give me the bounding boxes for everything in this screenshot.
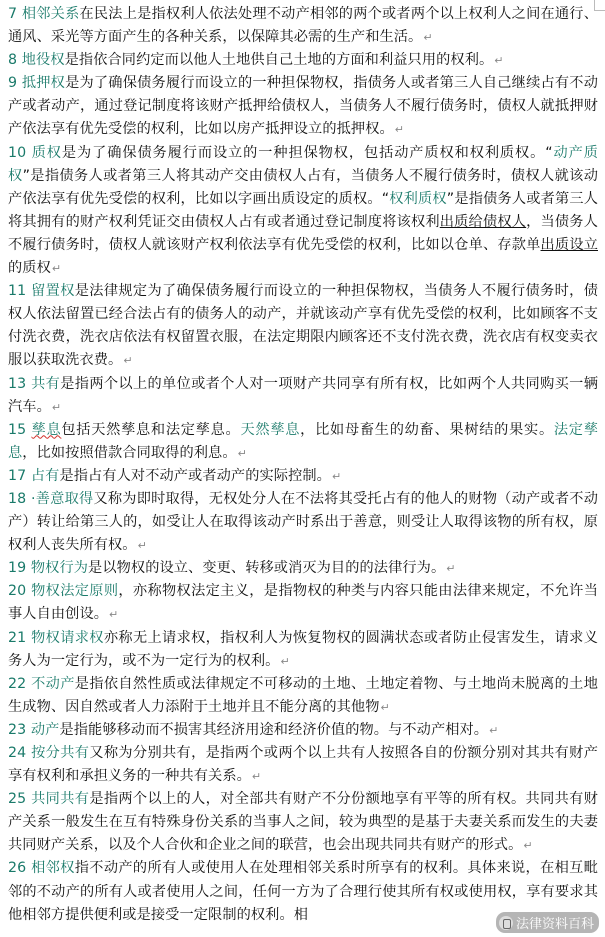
entry-number: 23 [8,721,27,738]
entry-subterm: 权利质权 [389,190,447,207]
entry-24 [8,742,598,788]
paragraph-mark-icon: ↵ [489,723,499,737]
entry-22 [8,673,598,719]
entry-number: 18 [8,490,27,507]
entry-term: 相邻权 [31,860,75,877]
entry-text: 是为了确保债务履行而设立的一种担保物权，包括动产质权和权利质权。 [61,144,546,161]
entry-number: 19 [8,560,27,577]
entry-text: 是法律规定为了确保债务履行而设立的一种担保物权，当债务人不履行债务时，债权人依法留置已经合法占有的债务人的动产，并就该动产享有优先受偿的权利，比如顾客不支付洗衣费，洗衣店依法有权留置衣服，在法定期限内顾客还不支付洗衣费，洗衣店有权变卖衣服以获取洗衣费。 [8,283,598,369]
paragraph-mark-icon: ↵ [446,562,456,576]
entry-8 [8,49,598,72]
entry-text: 又称为分别共有，是指两个或两个以上共有人按照各自的份额分别对其共有财产享有权利和承担义务的一种共有关系。 [8,745,598,785]
entry-13 [8,373,598,419]
entry-10 [8,142,598,281]
entry-text: 的质权 [8,260,51,277]
quote-close: ” [446,190,455,207]
entry-text: ，比如母畜生的幼畜、果树结的果实。 [300,421,554,438]
entry-number: 7 [8,6,18,22]
entry-subterm: 天然孳息 [240,421,301,438]
entry-number: 26 [8,860,27,877]
paragraph-mark-icon: ↵ [394,123,405,137]
underlined-text: 出质设立 [540,236,598,253]
entry-text: 是指两个以上的单位或者个人对一项财产共同享有所有权，比如两个人共同购买一辆汽车。 [8,375,599,415]
entry-number: 10 [8,144,27,161]
entry-9 [8,72,598,141]
watermark-logo-icon [499,916,513,930]
entry-text: 亦称无上请求权，指权利人为恢复物权的圆满状态或者防止侵害发生，请求义务人为一定行为，或不为一定行为的权利。 [8,629,598,669]
entry-term: 孳息 [31,421,62,438]
entry-15 [8,419,598,465]
entry-text: 是指占有人对不动产或者动产的实际控制。 [59,467,331,484]
paragraph-mark-icon: ↵ [523,839,533,853]
entry-number: 13 [8,375,27,392]
entry-term: 物权行为 [30,560,89,577]
entry-term: ·善意取得 [31,490,94,507]
paragraph-mark-icon: ↵ [123,354,133,368]
entry-subterm: 法定孳息 [8,421,599,461]
entry-text: ，当债务人不履行债务时，债权人就该财产权利依法享有优先受偿的权利，比如以仓单、存款单 [8,213,598,253]
watermark [496,912,599,933]
paragraph-mark-icon: ↵ [51,400,62,414]
entry-text: 指不动产的所有人或使用人在处理相邻关系时所享有的权利。具体来说，在相互毗邻的不动产的所有人或者使用人之间，任何一方为了合理行使其所有权或使用权，享有要求其他相邻方提供便利或是接受一定限制的权利。相 [8,860,598,923]
entry-number: 25 [8,791,27,808]
entry-text: 是以物权的设立、变更、转移或消灭为目的的法律行为。 [88,560,446,577]
entry-text: 是指依合同约定而以他人土地供自己土地的方面和利益只用的权利。 [64,52,494,69]
paragraph-mark-icon: ↵ [380,700,390,714]
entry-text: 包括天然孳息和法定孳息。 [61,421,241,438]
entry-number: 9 [8,75,18,92]
entry-number: 24 [8,745,27,761]
entry-term: 留置权 [31,283,75,300]
entry-term: 共有 [31,375,61,392]
paragraph-mark-icon: ↵ [280,654,290,668]
entry-text: 是指债务人或者第三人将其动产交由债权人占有，当债务人不履行债务时，债权人就该动产依法享有优先受偿的权利，比如以字画出质设定的质权。 [8,167,599,207]
document-body [8,3,598,927]
watermark-text: 法律资料百科 [515,917,594,932]
entry-term: 动产 [30,721,60,738]
entry-term: 物权法定原则 [31,583,119,600]
entry-text: 是指债务人或者第三人将其拥有的财产权利凭证交由债权人占有或者通过登记制度将该权利 [8,190,598,230]
entry-number: 20 [8,583,27,600]
underlined-text: 出质给债权人 [439,213,527,230]
entry-term: 质权 [31,144,62,161]
entry-21 [8,627,598,673]
entry-18 [8,488,598,557]
entry-17 [8,465,598,488]
entry-text: 是指两个以上的人，对全部共有财产不分份额地享有平等的所有权。共同共有财产关系一般发生在互有特殊身份关系的当事人之间，较为典型的是基于夫妻关系而发生的夫妻共同财产关系，以及个人合伙和企业之间的联营，也会出现共同共有财产的形式。 [8,791,598,854]
paragraph-mark-icon: ↵ [251,770,262,784]
entry-text: 是指依自然性质或法律规定不可移动的土地、土地定着物、与土地尚未脱离的土地生成物、因自然或者人力添附于土地并且不能分离的其他物 [8,675,598,715]
entry-term: 相邻关系 [21,6,80,22]
paragraph-mark-icon: ↵ [137,539,147,553]
paragraph-mark-icon: ↵ [423,31,433,45]
entry-term: 地役权 [21,52,65,69]
entry-25 [8,788,598,857]
paragraph-mark-icon: ↵ [109,608,119,622]
entry-text: ，比如按照借款合同取得的利息。 [22,444,237,461]
entry-subterm: 动产质权 [8,144,598,184]
paragraph-mark-icon: ↵ [237,446,247,460]
entry-number: 17 [8,467,27,484]
entry-text: ，亦称物权法定主义，是指物权的种类与内容只能由法律来规定，不允许当事人自由创设。 [8,583,598,623]
entry-number: 15 [8,421,27,438]
entry-number: 8 [8,52,18,69]
quote-close: ” [22,167,31,184]
quote-open: “ [381,190,390,207]
entry-number: 22 [8,675,27,692]
entry-term: 占有 [30,467,60,484]
entry-term: 物权请求权 [31,629,104,646]
paragraph-mark-icon: ↵ [331,469,342,483]
quote-open: “ [545,144,553,161]
entry-20 [8,580,598,626]
paragraph-mark-icon: ↵ [494,54,504,68]
entry-number: 21 [8,629,27,646]
entry-text: 是为了确保债务履行而设立的一种担保物权，指债务人或者第三人自己继续占有不动产或者动产，通过登记制度将该财产抵押给债权人，当债务人不履行债务时，债权人就抵押财产依法享有优先受偿的权利，比如以房产抵押设立的抵押权。 [8,75,598,138]
entry-term: 共同共有 [31,791,90,808]
entry-7 [8,3,598,49]
entry-text: 是指能够移动而不损害其经济用途和经济价值的物。与不动产相对。 [59,721,489,738]
entry-term: 抵押权 [21,75,66,92]
entry-11 [8,280,598,372]
entry-text: 又称为即时取得，无权处分人在不法将其受托占有的他人的财物（动产或者不动产）转让给第三人的，如受让人在取得该动产时系出于善意，则受让人取得该物的所有权，原权利人丧失所有权。 [8,490,598,554]
entry-19 [8,557,598,580]
entry-text: 在民法上是指权利人依法处理不动产相邻的两个或者两个以上权利人之间在通行、通风、采光等方面产生的各种关系，以保障其必需的生产和生活。 [8,6,598,46]
entry-term: 按分共有 [31,745,90,761]
paragraph-mark-icon: ↵ [51,262,62,276]
entry-number: 11 [8,283,27,300]
entry-term: 不动产 [31,675,75,692]
entry-23 [8,719,598,742]
